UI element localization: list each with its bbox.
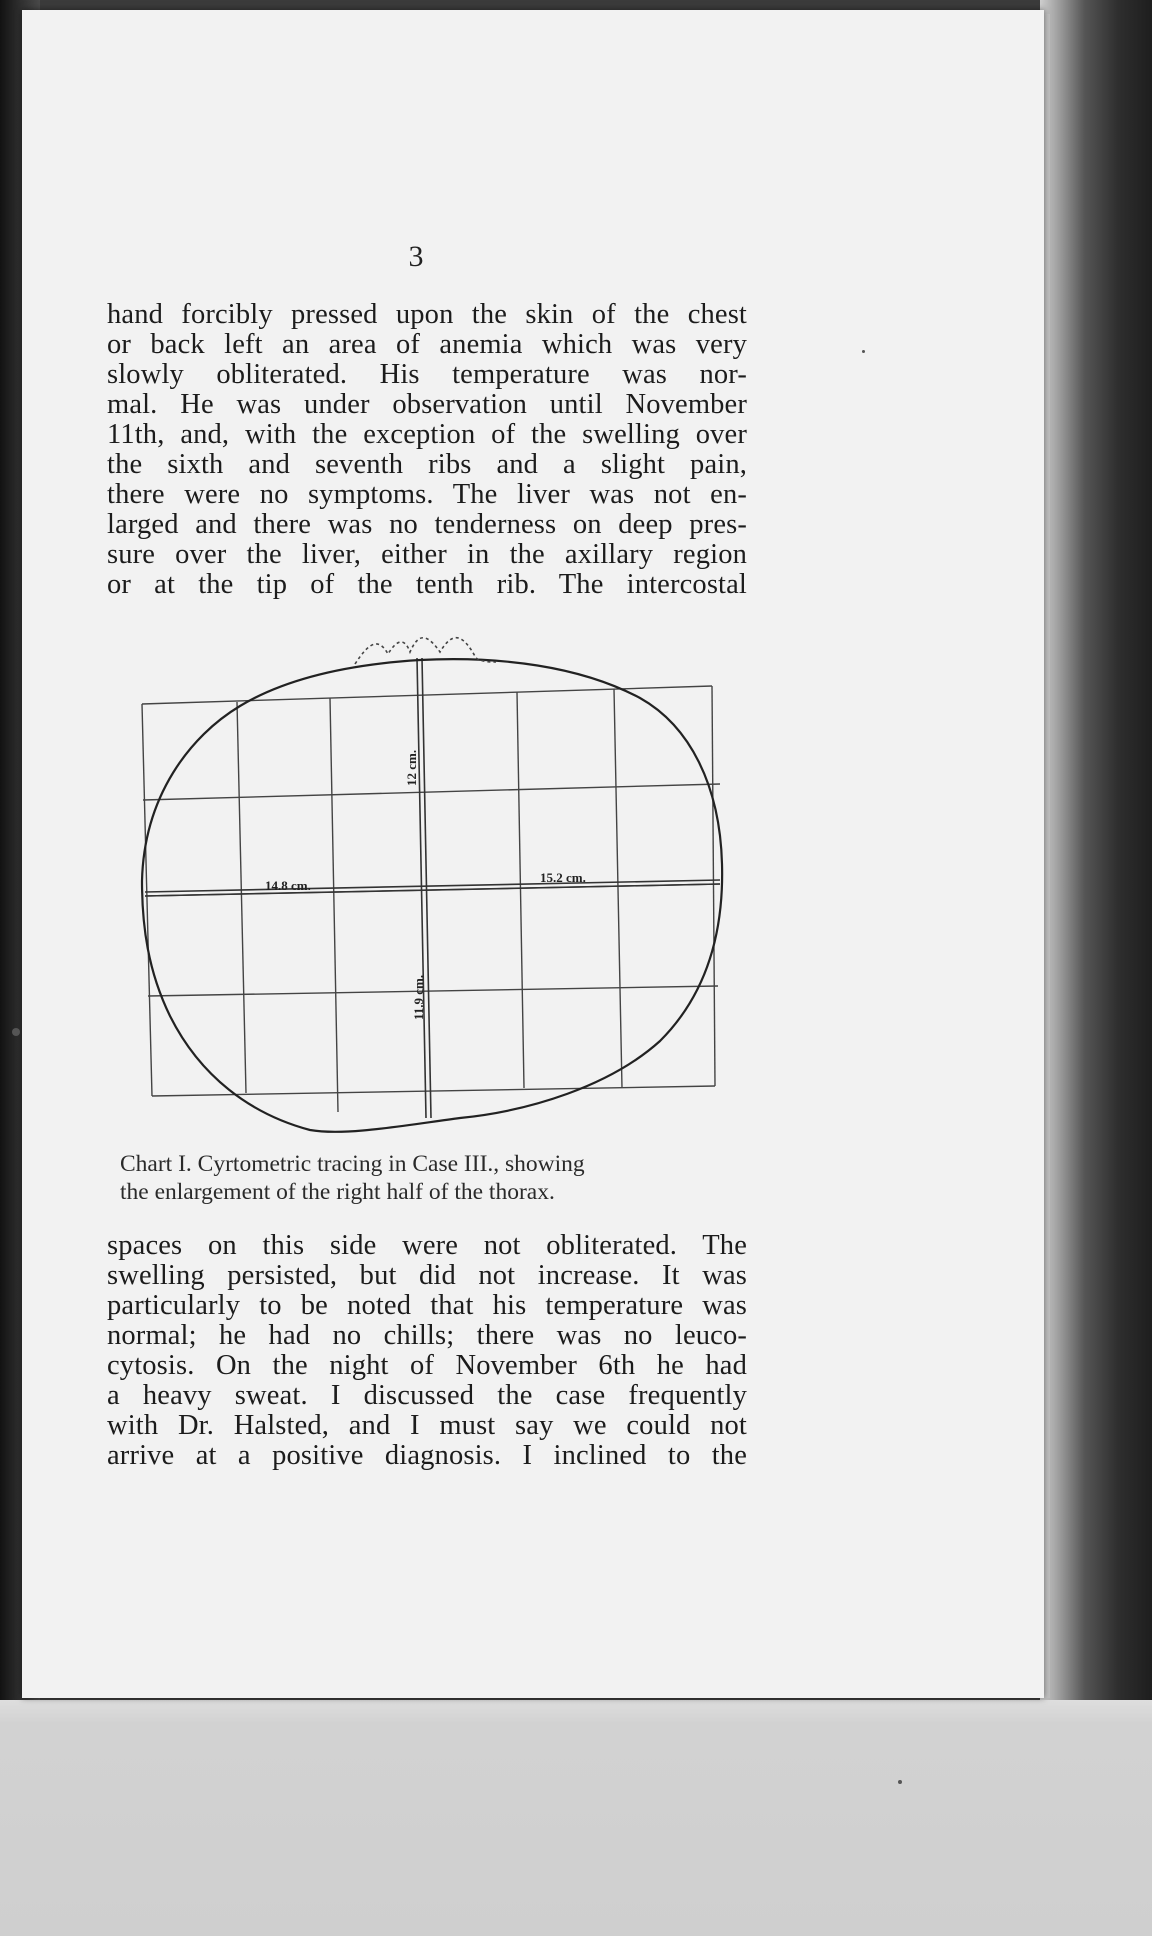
text-line: slowly obliterated. His temperature was nor- bbox=[107, 359, 747, 390]
text-line: hand forcibly pressed upon the skin of the chest bbox=[107, 299, 747, 330]
text-line: mal. He was under observation until November bbox=[107, 389, 747, 420]
thorax-outline bbox=[142, 659, 722, 1132]
grid-line bbox=[614, 689, 622, 1088]
measurement-axes bbox=[145, 658, 720, 1118]
text-line: cytosis. On the night of November 6th he had bbox=[107, 1350, 747, 1381]
scan-speck bbox=[12, 1028, 20, 1036]
scan-speck bbox=[898, 1780, 902, 1784]
grid-line bbox=[143, 784, 720, 800]
text-line: particularly to be noted that his temperature was bbox=[107, 1290, 747, 1321]
text-line: spaces on this side were not obliterated. The bbox=[107, 1230, 747, 1261]
grid-line bbox=[142, 686, 712, 704]
cyrtometric-tracing-figure bbox=[140, 636, 730, 1146]
paragraph-bottom bbox=[107, 1231, 747, 1471]
scan-right-margin bbox=[1040, 0, 1152, 1936]
vertical-axis bbox=[422, 658, 431, 1118]
caption-line: the enlargement of the right half of the thorax. bbox=[120, 1179, 555, 1205]
text-line: with Dr. Halsted, and I must say we could not bbox=[107, 1410, 747, 1441]
paragraph-top bbox=[107, 300, 747, 600]
label-15-2cm: 15.2 cm. bbox=[540, 870, 586, 885]
scan-speck bbox=[862, 350, 865, 353]
grid-line bbox=[330, 698, 338, 1112]
text-line: larged and there was no tenderness on deep pres- bbox=[107, 509, 747, 540]
caption-line: Chart I. Cyrtometric tracing in Case III., showing bbox=[120, 1151, 585, 1177]
tracing-grid bbox=[142, 686, 720, 1112]
text-line: 11th, and, with the exception of the swelling over bbox=[107, 419, 747, 450]
grid-line bbox=[237, 702, 246, 1093]
figure-caption bbox=[120, 1150, 746, 1206]
text-line: or at the tip of the tenth rib. The intercostal bbox=[107, 569, 747, 600]
text-line: or back left an area of anemia which was very bbox=[107, 329, 747, 360]
text-line: sure over the liver, either in the axillary region bbox=[107, 539, 747, 570]
label-14-8cm: 14.8 cm. bbox=[265, 878, 311, 893]
label-11-9cm: 11.9 cm. bbox=[411, 974, 426, 1020]
text-line: normal; he had no chills; there was no leuco- bbox=[107, 1320, 747, 1351]
vertical-axis bbox=[417, 658, 426, 1118]
label-12cm: 12 cm. bbox=[404, 749, 419, 786]
text-line: arrive at a positive diagnosis. I inclined to the bbox=[107, 1440, 747, 1471]
text-line: swelling persisted, but did not increase. It was bbox=[107, 1260, 747, 1291]
text-line: the sixth and seventh ribs and a slight pain, bbox=[107, 449, 747, 480]
text-line: a heavy sweat. I discussed the case frequently bbox=[107, 1380, 747, 1411]
grid-line bbox=[148, 986, 718, 996]
text-line: there were no symptoms. The liver was not en- bbox=[107, 479, 747, 510]
grid-line bbox=[517, 692, 524, 1088]
scan-bottom-background bbox=[0, 1700, 1152, 1936]
page-number: 3 bbox=[408, 240, 424, 273]
grid-line bbox=[712, 686, 715, 1086]
